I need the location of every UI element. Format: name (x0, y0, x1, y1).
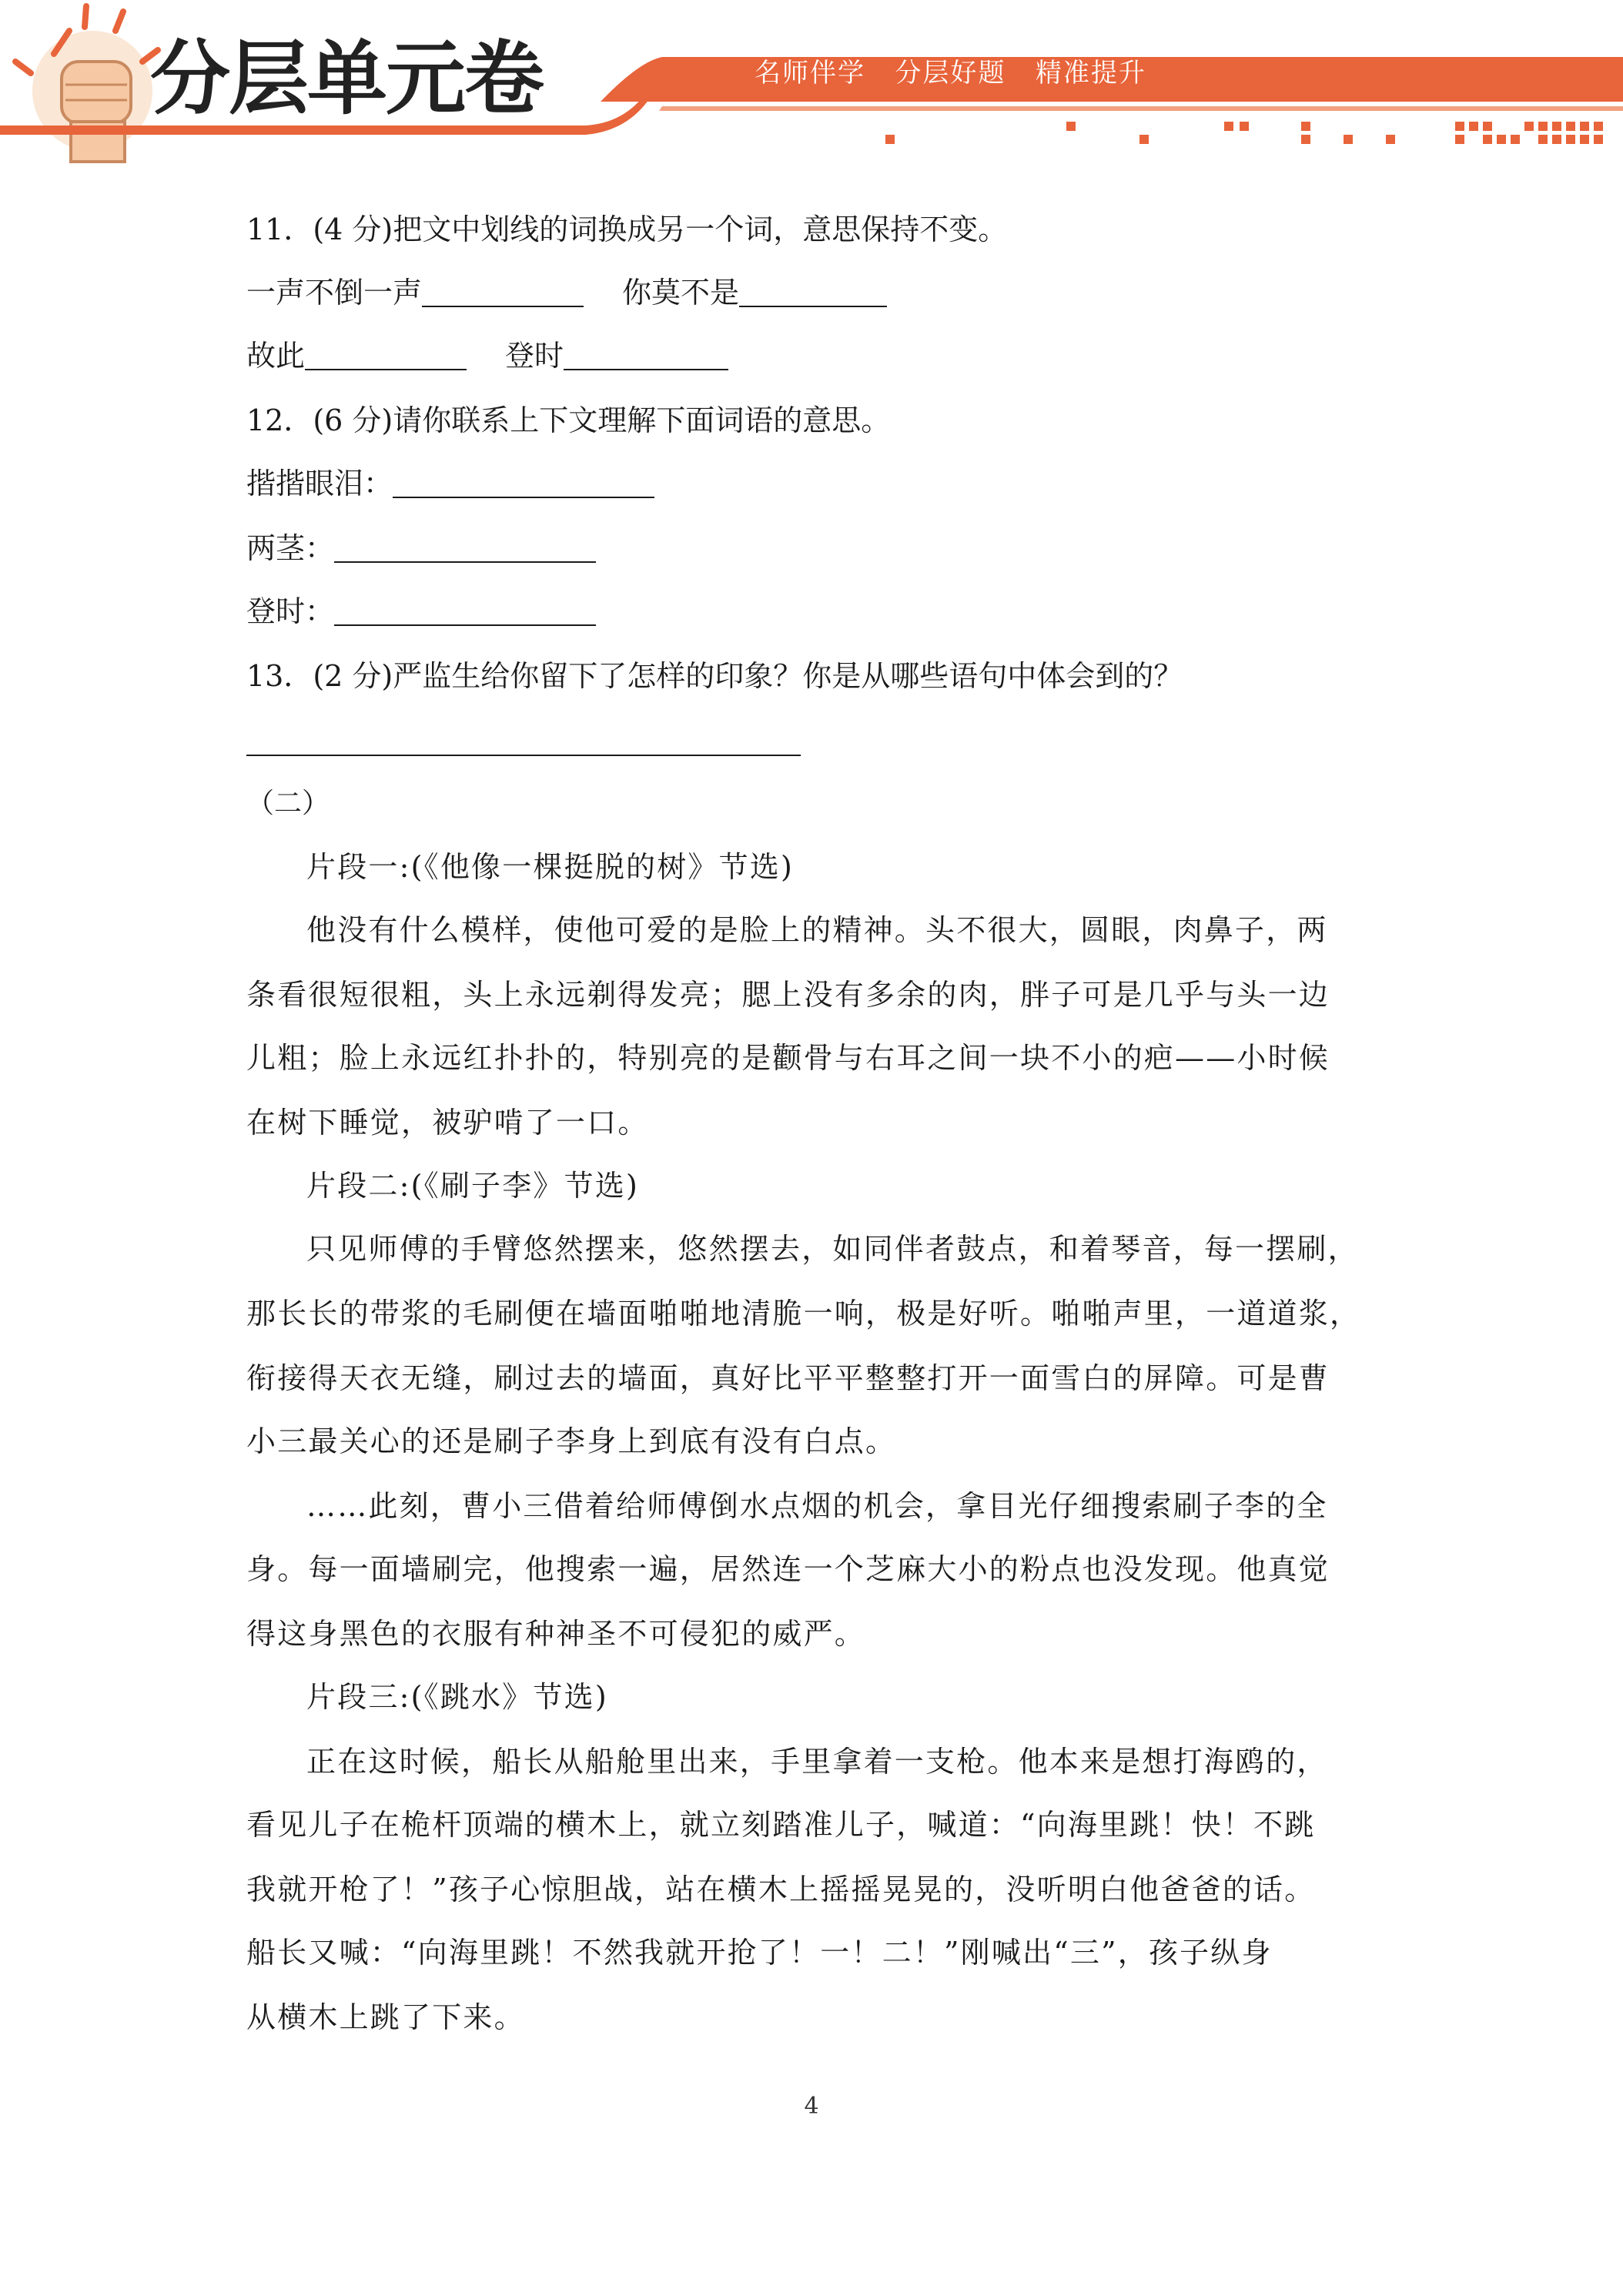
q13-stem: 13．(2 分)严监生给你留下了怎样的印象？你是从哪些语句中体会到的？ (246, 659, 1183, 693)
paragraph-line: 只见师傅的手臂悠然摆来，悠然摆去，如同伴者鼓点，和着琴音，每一摆刷， (306, 1232, 1359, 1266)
section-label: （二） (246, 788, 330, 819)
fist-icon (15, 6, 158, 162)
paragraph-line: 条看很短很粗，头上永远剃得发亮；腮上没有多余的肉，胖子可是几乎与头一边 (246, 978, 1330, 1012)
paragraph-line: 正在这时候，船长从船舱里出来，手里拿着一支枪。他本来是想打海鸥的， (306, 1745, 1328, 1779)
paragraph-line: 衔接得天衣无缝，刷过去的墙面，真好比平平整整打开一面雪白的屏障。可是曹 (246, 1361, 1330, 1395)
q12-item3: 登时： (246, 594, 335, 628)
q12-stem: 12．(6 分)请你联系上下文理解下面词语的意思。 (246, 403, 891, 437)
page-number: 4 (804, 2093, 819, 2120)
paragraph-line: 小三最关心的还是刷子李身上到底有没有白点。 (246, 1424, 897, 1458)
q11-item3: 故此 (246, 339, 306, 373)
banner-slogan: 名师伴学 分层好题 精准提升 (755, 58, 1146, 89)
page-header (0, 0, 1623, 166)
q11-row1 (246, 276, 887, 310)
q11-item2: 你莫不是 (622, 276, 740, 310)
paragraph-line: ……此刻，曹小三借着给师傅倒水点烟的机会，拿目光仔细搜索刷子李的全 (306, 1489, 1328, 1523)
fragment1-title: 片段一:(《他像一棵挺脱的树》节选) (306, 850, 795, 884)
fragment3-title: 片段三:(《跳水》节选) (306, 1680, 608, 1714)
answer-blank[interactable] (564, 341, 728, 370)
q11-stem: 11．(4 分)把文中划线的词换成另一个词，意思保持不变。 (246, 213, 1008, 246)
answer-blank[interactable] (305, 341, 467, 370)
paragraph-line: 看见儿子在桅杆顶端的横木上，就立刻踏准儿子，喊道：“向海里跳！快！不跳 (246, 1808, 1316, 1842)
q11-row2 (246, 339, 728, 373)
q12-item2: 两茎： (246, 531, 335, 565)
paragraph-line: 我就开枪了！”孩子心惊胆战，站在横木上摇摇晃晃的，没听明白他爸爸的话。 (246, 1873, 1316, 1906)
q12-row1 (246, 467, 654, 500)
paragraph-line: 得这身黑色的衣服有种神圣不可侵犯的威严。 (246, 1617, 866, 1651)
q11-item4: 登时 (505, 339, 564, 373)
q11-item1: 一声不倒一声 (246, 276, 423, 310)
fragment2-title: 片段二:(《刷子李》节选) (306, 1169, 640, 1203)
brand-title: 分层单元卷 (150, 32, 544, 126)
answer-blank[interactable] (334, 534, 596, 563)
answer-blank[interactable] (422, 278, 584, 307)
answer-line[interactable] (246, 755, 801, 756)
q12-item1: 揩揩眼泪： (246, 467, 393, 500)
paragraph-line: 他没有什么模样，使他可爱的是脸上的精神。头不很大，圆眼，肉鼻子，两 (306, 913, 1328, 947)
paragraph-line: 那长长的带浆的毛刷便在墙面啪啪地清脆一响，极是好听。啪啪声里，一道道浆， (246, 1297, 1361, 1330)
paragraph-line: 身。每一面墙刷完，他搜索一遍，居然连一个芝麻大小的粉点也没发现。他真觉 (246, 1552, 1330, 1586)
answer-blank[interactable] (334, 597, 596, 626)
paragraph-line: 船长又喊：“向海里跳！不然我就开抢了！一！二！”刚喊出“三”，孩子纵身 (246, 1936, 1273, 1970)
answer-blank[interactable] (393, 469, 654, 498)
paragraph-line: 从横木上跳了下来。 (246, 2000, 525, 2034)
q12-row2 (246, 531, 596, 565)
q12-row3 (246, 594, 596, 628)
square-pattern (885, 122, 1603, 144)
paragraph-line: 在树下睡觉，被驴啃了一口。 (246, 1106, 649, 1140)
paragraph-line: 儿粗；脸上永远红扑扑的，特别亮的是颧骨与右耳之间一块不小的疤——小时候 (246, 1041, 1330, 1075)
answer-blank[interactable] (739, 278, 887, 307)
